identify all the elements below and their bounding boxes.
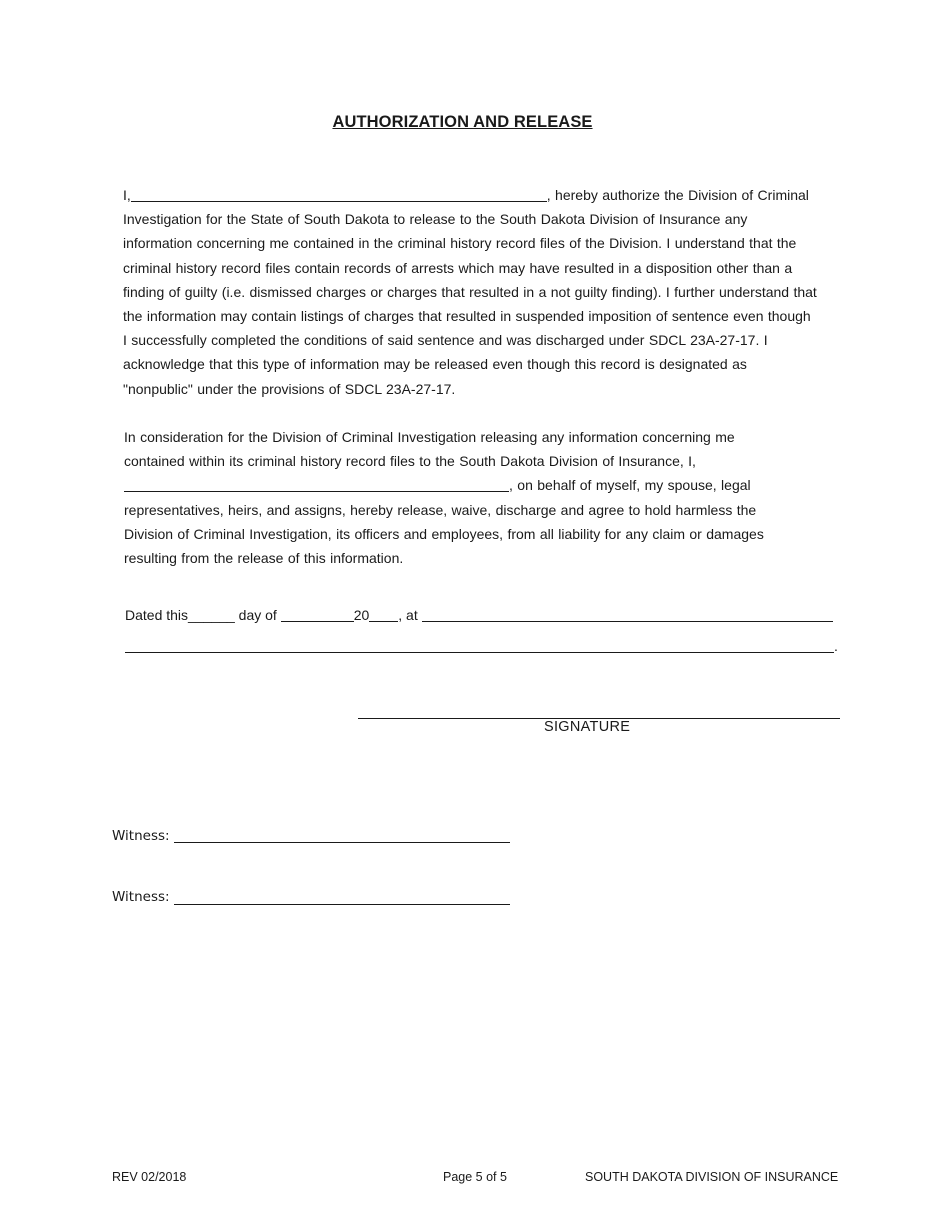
location-field[interactable] xyxy=(422,607,833,622)
signature-label: SIGNATURE xyxy=(544,719,631,735)
authorization-line: information concerning me contained in the criminal history record files of the Division. I understand that the xyxy=(123,235,797,252)
footer-page-number: Page 5 of 5 xyxy=(443,1170,507,1184)
at-label: , at xyxy=(398,607,422,623)
release-line: In consideration for the Division of Criminal Investigation releasing any information concerning me xyxy=(124,429,735,445)
authorization-line: Investigation for the State of South Dakota to release to the South Dakota Division of Insurance any xyxy=(123,211,748,228)
location-field-continued[interactable] xyxy=(125,652,834,653)
footer-agency: SOUTH DAKOTA DIVISION OF INSURANCE xyxy=(585,1170,839,1184)
release-name-line xyxy=(124,473,794,497)
footer-revision: REV 02/2018 xyxy=(112,1170,187,1184)
dated-this-label: Dated this xyxy=(125,607,189,623)
release-paragraph xyxy=(124,425,794,570)
authorization-line: I successfully completed the conditions of said sentence and was discharged under SDCL 23A-27-17. I xyxy=(123,332,768,349)
witness-1-field[interactable] xyxy=(174,842,510,843)
release-line: contained within its criminal history record files to the South Dakota Division of Insurance, I, xyxy=(124,453,696,470)
month-field[interactable] xyxy=(281,607,354,622)
release-line: resulting from the release of this information. xyxy=(124,550,404,567)
release-line: Division of Criminal Investigation, its officers and employees, from all liability for any claim or damages xyxy=(124,525,764,542)
dated-period: . xyxy=(834,638,838,654)
witness-label: Witness: xyxy=(112,889,170,905)
authorization-line: acknowledge that this type of information may be released even though this record is designated as xyxy=(123,356,747,373)
releasor-name-field[interactable] xyxy=(124,477,509,492)
witness-label: Witness: xyxy=(112,828,170,844)
day-field[interactable]: ______ xyxy=(188,607,235,623)
applicant-name-field[interactable] xyxy=(131,187,547,202)
year-field[interactable] xyxy=(369,607,398,622)
day-of-label: day of xyxy=(234,607,281,623)
authorization-first-line-text: , hereby authorize the Division of Criminal xyxy=(546,187,809,203)
authorization-prefix: I, xyxy=(123,187,131,203)
authorization-line: criminal history record files contain records of arrests which may have resulted in a disposition other than a xyxy=(123,259,793,276)
dated-line xyxy=(125,603,833,627)
document-title: AUTHORIZATION AND RELEASE xyxy=(332,113,593,131)
witness-2-field[interactable] xyxy=(174,904,510,905)
release-line: representatives, heirs, and assigns, hereby release, waive, discharge and agree to hold harmless the xyxy=(124,501,757,518)
authorization-first-line xyxy=(123,183,835,207)
year-prefix: 20 xyxy=(353,607,370,623)
authorization-line: finding of guilty (i.e. dismissed charges or charges that resulted in a not guilty finding). I further understand that xyxy=(123,283,817,300)
authorization-line: the information may contain listings of charges that resulted in suspended imposition of sentence even though xyxy=(123,308,811,325)
release-name-line-text: , on behalf of myself, my spouse, legal xyxy=(509,477,751,494)
authorization-line: "nonpublic" under the provisions of SDCL 23A-27-17. xyxy=(123,380,456,397)
authorization-paragraph xyxy=(123,183,835,401)
